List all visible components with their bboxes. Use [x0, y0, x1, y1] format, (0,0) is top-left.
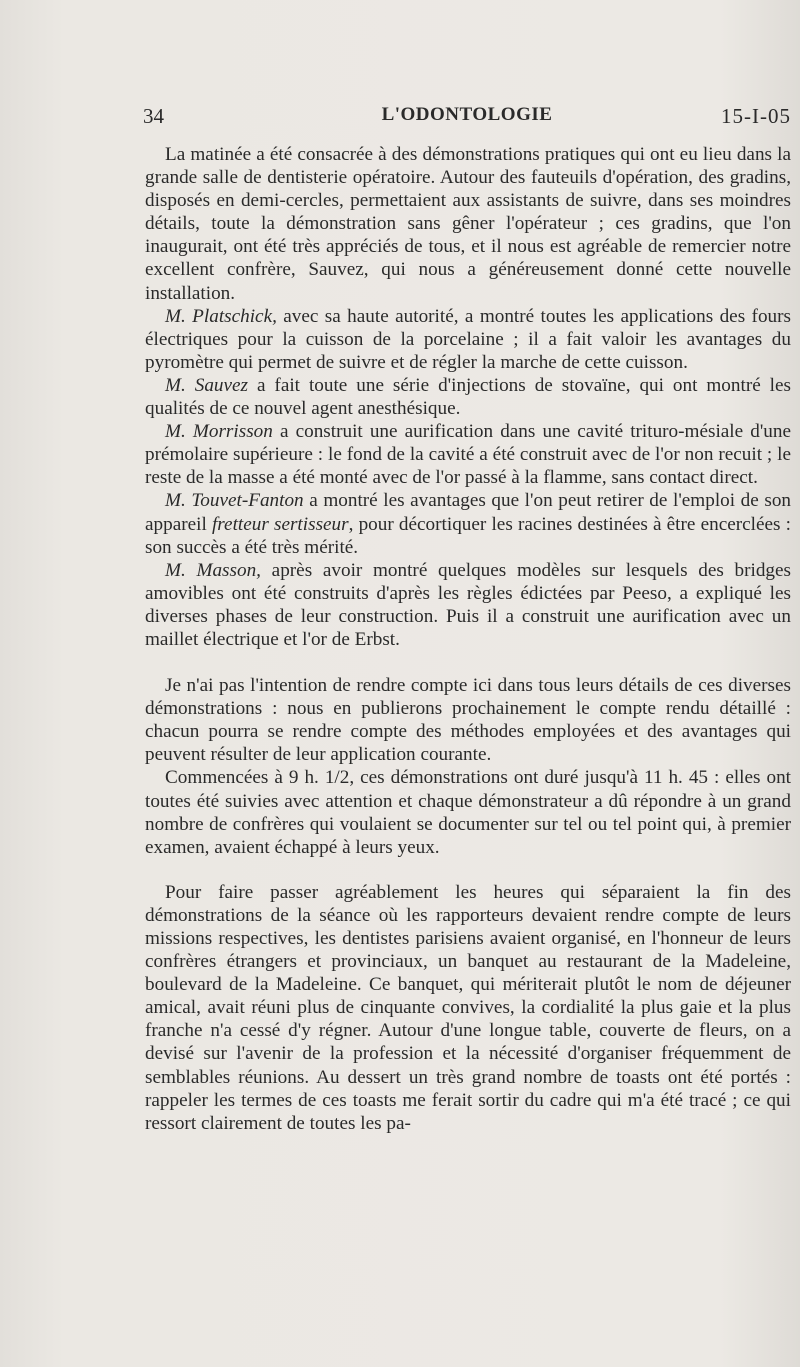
paragraph-text: après avoir montré quelques modèles sur lesquels des bridges amovibles ont été construits d'après les règles édictées par Peeso, a expliqué les diverses phases de leur construction. Puis il a construit une aurification avec un maillet électrique et l'or de Erbst. — [145, 559, 792, 650]
person-name: Sauvez — [194, 374, 249, 396]
honorific: M. — [165, 305, 193, 327]
paragraph-touvet-fanton — [145, 489, 791, 558]
honorific: M. — [165, 490, 192, 512]
paragraph-intro: La matinée a été consacrée à des démonstrations pratiques qui ont eu lieu dans la grande salle de dentisterie opératoire. Autour des fauteuils d'opération, des gradins, disposés en demi-cercles, permettaient aux assistants de suivre, dans ses moindres détails, toute la démonstration sans gêner l'opérateur ; ces gradins, que l'on inaugurait, ont été très appréciés de tous, et il nous est agréable de remercier notre excellent confrère, Sauvez, qui nous a généreusement donné cette nouvelle installation. — [145, 144, 791, 304]
paragraph-morrisson — [145, 420, 791, 489]
paragraph-platschick — [145, 305, 791, 374]
paragraph-sauvez — [145, 374, 791, 420]
device-name: fretteur sertisseur — [211, 513, 349, 535]
person-name: Touvet-Fanton — [191, 490, 304, 512]
person-name: Masson, — [196, 559, 261, 581]
person-name: Morrisson — [192, 421, 273, 443]
paragraph-text: a fait toute une série d'injections de stovaïne, qui ont montré les qualités de ce nouvel agent anesthésique. — [145, 374, 791, 420]
paragraph-masson — [145, 559, 791, 651]
paragraph-banquet: Pour faire passer agréablement les heures qui séparaient la fin des démonstrations de la séance où les rapporteurs devaient rendre compte de leurs missions respectives, les dentistes parisiens avaient organisé, en l'honneur de leurs confrères étrangers et provinciaux, un banquet au restaurant de la Madeleine, boulevard de la Madeleine. Ce banquet, qui mériterait plutôt le nom de déjeuner amical, avait réuni plus de cinquante convives, la cordialité la plus gaie et la plus franche n'a cessé d'y régner. Autour d'une longue table, couverte de fleurs, on a devisé sur l'avenir de la profession et la nécessité d'organiser fréquemment de semblables réunions. Au dessert un très grand nombre de toasts ont été portés : rappeler les termes de ces toasts me ferait sortir du cadre qui m'a été tracé ; ce qui ressort clairement de toutes les pa- — [145, 881, 791, 1134]
paragraph-schedule: Commencées à 9 h. 1/2, ces démonstrations ont duré jusqu'à 11 h. 45 : elles ont toutes été suivies avec attention et chaque démonstrateur a dû répondre à un grand nombre de confrères qui voulaient se documenter sur tel ou tel point qui, à premier examen, avaient échappé à leurs yeux. — [145, 767, 791, 858]
paragraph-text: avec sa haute autorité, a montré toutes les applications des fours électriques pour la cuisson de la porcelaine ; il a fait valoir les avantages du pyromètre qui permet de suivre et de régler la marche de cette cuisson. — [145, 305, 791, 373]
page-header — [143, 104, 791, 134]
paragraph-text: a construit une aurification dans une cavité trituro-mésiale d'une prémolaire supérieure : le fond de la cavité a été construit avec de l'or non recuit ; le reste de la masse a été monté avec de l'or passé à la flamme, sans contact direct. — [145, 421, 792, 489]
issue-date: 15-I-05 — [721, 104, 791, 128]
paragraph-text: a montré les avantages que l'on peut retirer de l'emploi de son appareil — [145, 490, 792, 535]
honorific: M. — [165, 421, 193, 443]
article-body — [145, 143, 791, 1135]
paragraph-intention: Je n'ai pas l'intention de rendre compte ici dans tous leurs détails de ces diverses démonstrations : nous en publierons prochainement le compte rendu détaillé : chacun pourra se rendre compte des méthodes employées et des avantages qui peuvent résulter de leur application courante. — [145, 675, 791, 766]
person-name: Platschick, — [192, 305, 277, 327]
paragraph-text: , pour décortiquer les racines destinées à être encerclées : son succès a été très mérité. — [145, 513, 791, 558]
honorific: M. — [165, 374, 195, 396]
page-number: 34 — [143, 104, 164, 128]
honorific: M. — [165, 559, 197, 581]
journal-title: L'ODONTOLOGIE — [381, 104, 553, 125]
